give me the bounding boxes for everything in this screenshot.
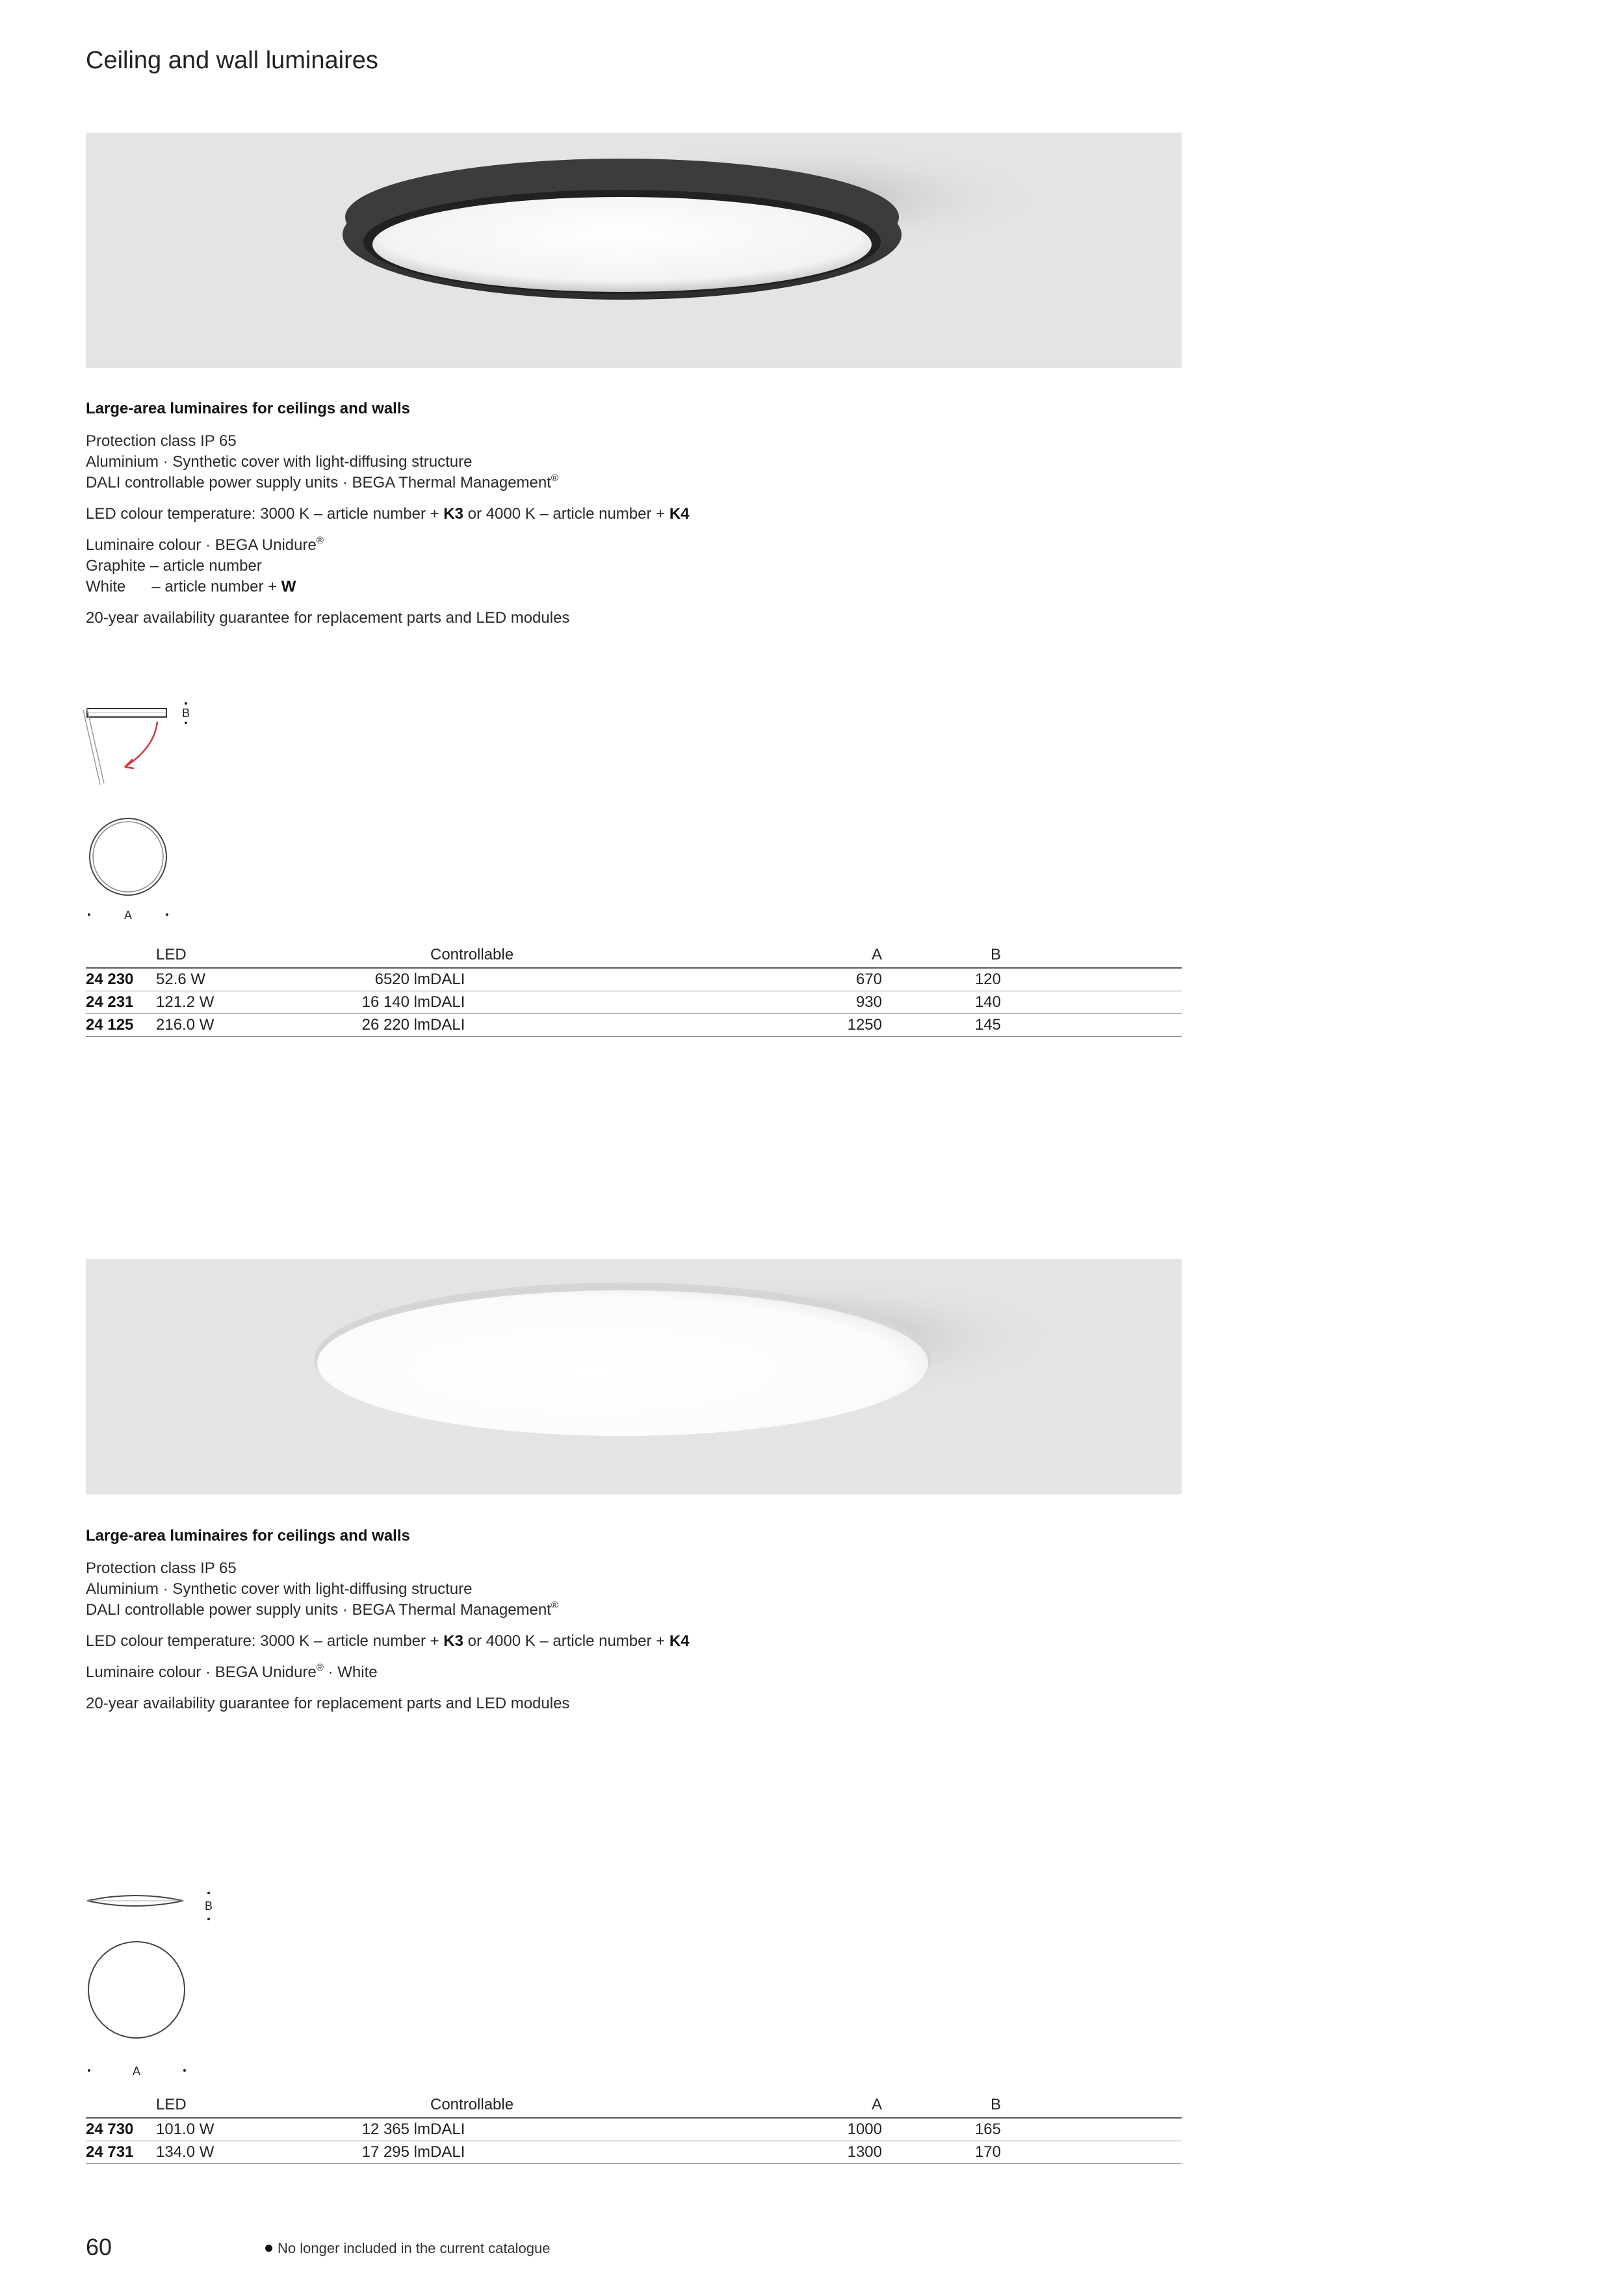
controllable: DALI bbox=[430, 2120, 465, 2138]
availability-guarantee: 20-year availability guarantee for replacement parts and LED modules bbox=[86, 1695, 570, 1712]
table-row bbox=[86, 969, 1182, 991]
header-led: LED bbox=[156, 946, 187, 963]
dimension-b-label: B bbox=[182, 707, 190, 720]
header-a: A bbox=[871, 2096, 882, 2113]
wattage: 52.6 W bbox=[156, 971, 206, 988]
header-led: LED bbox=[156, 2096, 187, 2113]
dim-b: 140 bbox=[974, 993, 1001, 1011]
table-row bbox=[86, 1014, 1182, 1037]
material: Aluminium · Synthetic cover with light-diffusing structure bbox=[86, 453, 473, 471]
dimension-a-label: A bbox=[133, 2065, 141, 2078]
controllable: DALI bbox=[430, 993, 465, 1011]
colour-graphite: Graphite – article number bbox=[86, 557, 262, 575]
power-supply: DALI controllable power supply units · BEGA Thermal Management® bbox=[86, 1600, 558, 1619]
product-1-description bbox=[86, 431, 690, 629]
dim-b: 145 bbox=[974, 1016, 1001, 1034]
protection-class: Protection class IP 65 bbox=[86, 432, 237, 450]
wattage: 121.2 W bbox=[156, 993, 214, 1011]
luminaire-colour: Luminaire colour · BEGA Unidure® · White bbox=[86, 1662, 378, 1681]
lumen: 12 365 lm bbox=[361, 2120, 430, 2138]
wattage: 101.0 W bbox=[156, 2120, 214, 2138]
article-number: 24 231 bbox=[86, 993, 134, 1011]
dimension-drawing-2 bbox=[78, 1885, 234, 2080]
controllable: DALI bbox=[430, 971, 465, 988]
header-controllable: Controllable bbox=[430, 946, 514, 963]
article-number: 24 731 bbox=[86, 2143, 134, 2161]
controllable: DALI bbox=[430, 1016, 465, 1034]
table-header-row bbox=[86, 2094, 1182, 2119]
dim-a: 930 bbox=[855, 993, 882, 1011]
lumen: 17 295 lm bbox=[361, 2143, 430, 2161]
page-number: 60 bbox=[86, 2234, 112, 2260]
product-image-white-luminaire bbox=[86, 1259, 1182, 1494]
header-controllable: Controllable bbox=[430, 2096, 514, 2113]
article-number: 24 125 bbox=[86, 1016, 134, 1034]
article-number: 24 730 bbox=[86, 2120, 134, 2138]
lumen: 6520 lm bbox=[374, 971, 430, 988]
led-colour-temperature: LED colour temperature: 3000 K – article number + K3 or 4000 K – article number + K4 bbox=[86, 505, 690, 523]
wattage: 134.0 W bbox=[156, 2143, 214, 2161]
lumen: 26 220 lm bbox=[361, 1016, 430, 1034]
availability-guarantee: 20-year availability guarantee for replacement parts and LED modules bbox=[86, 609, 570, 627]
material: Aluminium · Synthetic cover with light-diffusing structure bbox=[86, 1580, 473, 1598]
product-2-description bbox=[86, 1558, 690, 1714]
header-b: B bbox=[990, 946, 1001, 963]
dimension-a-label: A bbox=[124, 909, 133, 922]
header-a: A bbox=[871, 946, 882, 963]
spec-table-2 bbox=[86, 2094, 1182, 2164]
power-supply: DALI controllable power supply units · BEGA Thermal Management® bbox=[86, 473, 558, 491]
dimension-drawing-1 bbox=[78, 696, 208, 930]
dim-a: 670 bbox=[855, 971, 882, 988]
table-row bbox=[86, 2141, 1182, 2164]
spec-table-1 bbox=[86, 944, 1182, 1037]
led-colour-temperature: LED colour temperature: 3000 K – article number + K3 or 4000 K – article number + K4 bbox=[86, 1632, 690, 1650]
dim-a: 1000 bbox=[847, 2120, 882, 2138]
footnote bbox=[265, 2240, 551, 2257]
bullet-icon bbox=[265, 2245, 272, 2252]
dim-a: 1300 bbox=[847, 2143, 882, 2161]
page-title: Ceiling and wall luminaires bbox=[86, 47, 378, 74]
dim-b: 120 bbox=[974, 971, 1001, 988]
dimension-b-label: B bbox=[205, 1899, 213, 1912]
footnote-text: No longer included in the current catalogue bbox=[278, 2240, 551, 2256]
product-2-title: Large-area luminaires for ceilings and walls bbox=[86, 1527, 410, 1545]
luminaire-colour: Luminaire colour · BEGA Unidure® bbox=[86, 535, 324, 554]
dim-b: 170 bbox=[974, 2143, 1001, 2161]
colour-white: White – article number + W bbox=[86, 578, 296, 595]
product-1-title: Large-area luminaires for ceilings and walls bbox=[86, 400, 410, 417]
lumen: 16 140 lm bbox=[361, 993, 430, 1011]
article-number: 24 230 bbox=[86, 971, 134, 988]
table-header-row bbox=[86, 944, 1182, 969]
dim-b: 165 bbox=[974, 2120, 1001, 2138]
table-row bbox=[86, 2119, 1182, 2141]
protection-class: Protection class IP 65 bbox=[86, 1559, 237, 1577]
wattage: 216.0 W bbox=[156, 1016, 214, 1034]
header-b: B bbox=[990, 2096, 1001, 2113]
table-row bbox=[86, 991, 1182, 1014]
controllable: DALI bbox=[430, 2143, 465, 2161]
product-image-graphite-luminaire bbox=[86, 133, 1182, 368]
dim-a: 1250 bbox=[847, 1016, 882, 1034]
